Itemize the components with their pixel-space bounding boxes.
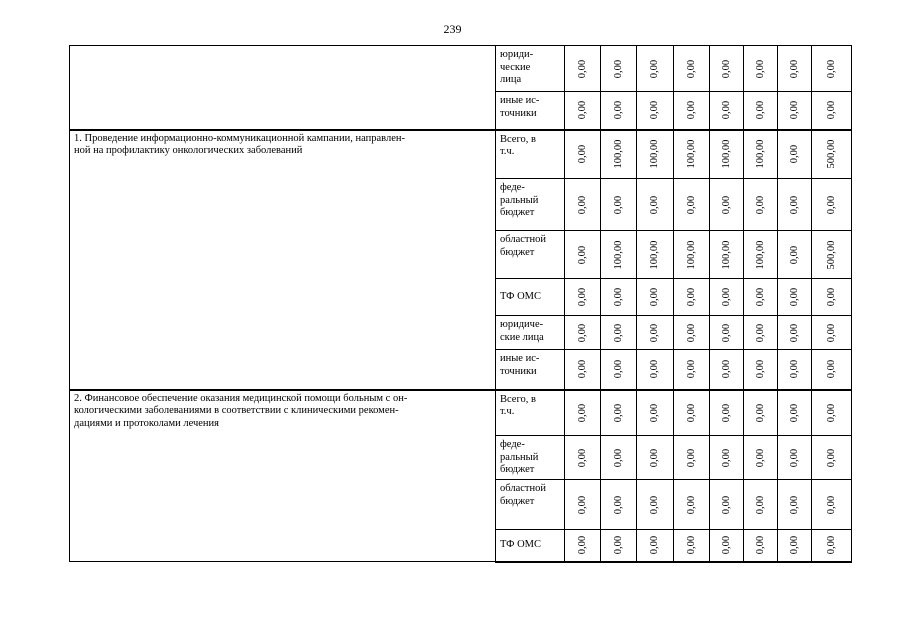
amount-value: 0,00 [685, 59, 697, 78]
amount-value: 0,00 [648, 287, 660, 307]
funding-source-cell: феде- ральный бюджет [496, 179, 565, 231]
amount-cell [812, 316, 852, 350]
amount-value: 0,00 [648, 195, 660, 214]
amount-cell [778, 316, 812, 350]
amount-value: 0,00 [612, 323, 624, 342]
amount-value: 0,00 [685, 323, 697, 342]
amount-value: 100,00 [754, 139, 766, 169]
amount-cell [744, 436, 778, 480]
amount-cell [710, 350, 744, 390]
amount-cell [565, 179, 601, 231]
amount-cell [812, 480, 852, 530]
amount-value: 0,00 [825, 403, 837, 422]
amount-value: 100,00 [720, 240, 732, 269]
amount-value: 0,00 [685, 360, 697, 379]
amount-cell [744, 350, 778, 390]
amount-cell [710, 179, 744, 231]
amount-value: 0,00 [720, 323, 732, 342]
amount-value: 0,00 [788, 59, 800, 78]
amount-value: 0,00 [754, 536, 766, 555]
funding-source-cell: иные ис- точники [496, 350, 565, 390]
amount-cell [778, 231, 812, 279]
amount-value: 0,00 [576, 101, 588, 120]
amount-cell [674, 46, 710, 92]
amount-cell [744, 92, 778, 130]
amount-cell [778, 130, 812, 179]
amount-cell [637, 316, 674, 350]
amount-cell [710, 316, 744, 350]
amount-value: 0,00 [720, 495, 732, 514]
funding-source-cell: ТФ ОМС [496, 530, 565, 562]
funding-source-cell: областной бюджет [496, 231, 565, 279]
amount-value: 0,00 [576, 245, 588, 264]
amount-cell [565, 480, 601, 530]
amount-cell [812, 231, 852, 279]
amount-value: 0,00 [576, 323, 588, 342]
funding-source-cell: Всего, в т.ч. [496, 130, 565, 179]
amount-cell [812, 530, 852, 562]
amount-cell [710, 390, 744, 436]
amount-cell [674, 350, 710, 390]
amount-value: 0,00 [825, 59, 837, 78]
amount-value: 0,00 [648, 59, 660, 78]
amount-value: 100,00 [754, 240, 766, 269]
amount-cell [744, 530, 778, 562]
amount-cell [710, 130, 744, 179]
amount-value: 0,00 [648, 360, 660, 379]
table-row [70, 390, 852, 436]
amount-value: 0,00 [648, 323, 660, 342]
amount-value: 0,00 [825, 195, 837, 214]
amount-value: 0,00 [825, 495, 837, 514]
amount-value: 0,00 [788, 360, 800, 379]
amount-value: 0,00 [720, 403, 732, 422]
amount-cell [812, 46, 852, 92]
amount-cell [601, 390, 637, 436]
amount-value: 0,00 [648, 536, 660, 555]
amount-value: 0,00 [576, 536, 588, 555]
amount-cell [778, 530, 812, 562]
amount-value: 0,00 [576, 403, 588, 422]
amount-cell [674, 390, 710, 436]
amount-cell [601, 316, 637, 350]
amount-cell [710, 480, 744, 530]
amount-value: 0,00 [612, 360, 624, 379]
amount-value: 0,00 [788, 403, 800, 422]
amount-value: 0,00 [576, 195, 588, 214]
amount-cell [710, 231, 744, 279]
amount-value: 0,00 [685, 287, 697, 307]
funding-source-cell: юридиче- ские лица [496, 316, 565, 350]
table-row [70, 46, 852, 92]
amount-value: 0,00 [685, 195, 697, 214]
amount-value: 500,00 [825, 240, 837, 269]
activity-description-cell: 1. Проведение информационно-коммуникационной кампании, направлен- ной на профилактику онкологических заболеваний [70, 130, 496, 390]
amount-value: 500,00 [825, 139, 837, 169]
amount-value: 0,00 [612, 536, 624, 555]
amount-cell [744, 480, 778, 530]
amount-cell [744, 130, 778, 179]
amount-value: 0,00 [825, 448, 837, 467]
amount-value: 0,00 [825, 536, 837, 555]
amount-value: 0,00 [788, 448, 800, 467]
amount-value: 0,00 [754, 195, 766, 214]
amount-value: 0,00 [825, 323, 837, 342]
amount-cell [778, 480, 812, 530]
amount-value: 0,00 [648, 403, 660, 422]
amount-cell [674, 130, 710, 179]
amount-cell [812, 279, 852, 316]
funding-source-cell: ТФ ОМС [496, 279, 565, 316]
amount-value: 0,00 [576, 495, 588, 514]
amount-cell [637, 436, 674, 480]
amount-cell [565, 231, 601, 279]
amount-value: 0,00 [648, 448, 660, 467]
amount-value: 0,00 [576, 287, 588, 307]
amount-value: 0,00 [720, 195, 732, 214]
amount-value: 0,00 [825, 287, 837, 307]
amount-value: 0,00 [754, 403, 766, 422]
amount-cell [637, 530, 674, 562]
amount-value: 0,00 [612, 403, 624, 422]
amount-cell [812, 92, 852, 130]
amount-cell [601, 530, 637, 562]
amount-cell [674, 530, 710, 562]
amount-value: 0,00 [685, 101, 697, 120]
amount-value: 0,00 [720, 101, 732, 120]
amount-cell [565, 316, 601, 350]
amount-value: 0,00 [720, 287, 732, 307]
amount-cell [637, 480, 674, 530]
amount-value: 0,00 [612, 195, 624, 214]
amount-value: 0,00 [576, 59, 588, 78]
amount-cell [601, 130, 637, 179]
funding-source-cell: юриди- ческие лица [496, 46, 565, 92]
amount-value: 100,00 [685, 240, 697, 269]
funding-source-cell: феде- ральный бюджет [496, 436, 565, 480]
amount-cell [637, 92, 674, 130]
amount-value: 100,00 [612, 240, 624, 269]
amount-value: 0,00 [685, 536, 697, 555]
amount-cell [601, 179, 637, 231]
amount-cell [601, 436, 637, 480]
amount-value: 0,00 [754, 323, 766, 342]
amount-cell [744, 279, 778, 316]
amount-cell [565, 350, 601, 390]
amount-value: 100,00 [720, 139, 732, 169]
amount-value: 0,00 [720, 536, 732, 555]
amount-cell [565, 130, 601, 179]
amount-cell [744, 316, 778, 350]
amount-cell [565, 390, 601, 436]
amount-cell [637, 130, 674, 179]
amount-value: 0,00 [612, 448, 624, 467]
amount-cell [778, 390, 812, 436]
amount-cell [601, 231, 637, 279]
amount-cell [674, 316, 710, 350]
funding-source-cell: областной бюджет [496, 480, 565, 530]
amount-cell [565, 46, 601, 92]
amount-cell [637, 179, 674, 231]
amount-cell [565, 530, 601, 562]
amount-value: 0,00 [754, 59, 766, 78]
amount-value: 0,00 [754, 101, 766, 120]
amount-value: 0,00 [754, 448, 766, 467]
amount-value: 0,00 [754, 287, 766, 307]
amount-value: 0,00 [685, 403, 697, 422]
amount-cell [812, 436, 852, 480]
amount-value: 0,00 [825, 360, 837, 379]
amount-cell [601, 46, 637, 92]
amount-value: 0,00 [612, 59, 624, 78]
amount-cell [744, 179, 778, 231]
amount-cell [744, 46, 778, 92]
amount-value: 0,00 [788, 495, 800, 514]
amount-value: 0,00 [788, 245, 800, 264]
amount-cell [637, 231, 674, 279]
amount-value: 0,00 [788, 195, 800, 214]
amount-cell [812, 179, 852, 231]
amount-value: 100,00 [648, 240, 660, 269]
page-number: 239 [443, 22, 462, 36]
amount-cell [778, 350, 812, 390]
amount-cell [565, 279, 601, 316]
amount-cell [778, 279, 812, 316]
amount-cell [778, 179, 812, 231]
amount-cell [674, 231, 710, 279]
amount-cell [674, 92, 710, 130]
amount-value: 100,00 [685, 139, 697, 169]
amount-cell [778, 46, 812, 92]
amount-value: 100,00 [648, 139, 660, 169]
amount-value: 0,00 [612, 101, 624, 120]
amount-value: 0,00 [648, 495, 660, 514]
continuation-description-cell [70, 46, 496, 130]
amount-cell [565, 92, 601, 130]
amount-cell [674, 279, 710, 316]
amount-cell [778, 436, 812, 480]
budget-table [69, 45, 852, 563]
amount-value: 0,00 [788, 101, 800, 120]
amount-value: 0,00 [576, 448, 588, 467]
amount-value: 0,00 [788, 536, 800, 555]
amount-value: 0,00 [754, 495, 766, 514]
amount-cell [601, 279, 637, 316]
amount-cell [710, 436, 744, 480]
amount-cell [744, 390, 778, 436]
amount-value: 0,00 [754, 360, 766, 379]
table-row [70, 130, 852, 179]
amount-value: 0,00 [648, 101, 660, 120]
amount-cell [637, 279, 674, 316]
amount-value: 0,00 [825, 101, 837, 120]
amount-value: 0,00 [612, 495, 624, 514]
amount-cell [601, 92, 637, 130]
funding-source-cell: Всего, в т.ч. [496, 390, 565, 436]
amount-cell [744, 231, 778, 279]
amount-cell [674, 436, 710, 480]
amount-cell [710, 530, 744, 562]
amount-cell [710, 92, 744, 130]
amount-cell [812, 130, 852, 179]
amount-cell [601, 480, 637, 530]
funding-source-cell: иные ис- точники [496, 92, 565, 130]
amount-value: 0,00 [685, 495, 697, 514]
amount-value: 0,00 [685, 448, 697, 467]
amount-cell [601, 350, 637, 390]
amount-cell [637, 350, 674, 390]
amount-value: 0,00 [720, 360, 732, 379]
amount-cell [710, 279, 744, 316]
amount-value: 0,00 [788, 287, 800, 307]
amount-cell [565, 436, 601, 480]
amount-value: 0,00 [720, 448, 732, 467]
amount-cell [812, 350, 852, 390]
amount-cell [778, 92, 812, 130]
amount-value: 0,00 [576, 145, 588, 164]
activity-description-cell: 2. Финансовое обеспечение оказания медицинской помощи больным с он- кологическими заболеваниями в соответствии с клиническими рекомен- дациями и протоколами лечения [70, 390, 496, 562]
amount-value: 0,00 [788, 145, 800, 164]
amount-cell [710, 46, 744, 92]
amount-cell [674, 179, 710, 231]
amount-value: 0,00 [612, 287, 624, 307]
amount-value: 0,00 [576, 360, 588, 379]
amount-cell [637, 390, 674, 436]
amount-value: 100,00 [612, 139, 624, 169]
amount-cell [812, 390, 852, 436]
amount-value: 0,00 [788, 323, 800, 342]
amount-cell [637, 46, 674, 92]
amount-cell [674, 480, 710, 530]
amount-value: 0,00 [720, 59, 732, 78]
